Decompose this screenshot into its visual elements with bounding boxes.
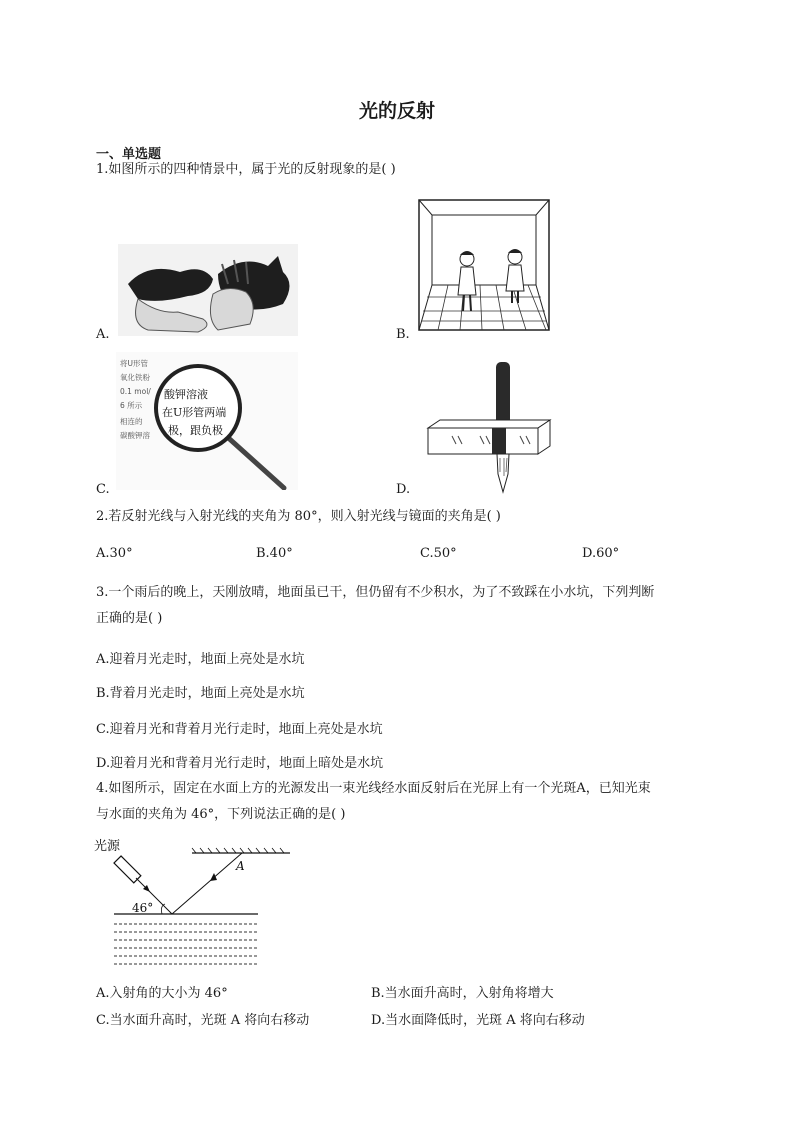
question-2-option-a: A.30° <box>96 546 133 561</box>
figure-c-text-9: 极，跟负极 <box>168 424 223 437</box>
question-3-option-c: C.迎着月光和背着月光行走时，地面上亮处是水坑 <box>96 722 383 737</box>
figure-c-text-4: 6 所示 <box>120 401 143 410</box>
figure-c-text-5: 相连的 <box>120 417 143 426</box>
question-2-option-b: B.40° <box>256 546 293 561</box>
light-source-label: 光源 <box>94 839 121 854</box>
question-3-option-d: D.迎着月光和背着月光行走时，地面上暗处是水坑 <box>96 756 384 771</box>
figure-c-text-6: 碳酸钾溶 <box>120 431 150 440</box>
figure-b-mirror-room <box>418 199 550 331</box>
question-3-stem-line-1: 3.一个雨后的晚上，天刚放晴，地面虽已干，但仍留有不少积水，为了不致踩在小水坑，下列判断 <box>96 585 655 600</box>
figure-c-magnifier <box>116 352 298 490</box>
question-1-stem: 1.如图所示的四种情景中，属于光的反射现象的是( ) <box>96 162 396 177</box>
question-4-stem-line-2: 与水面的夹角为 46°，下列说法正确的是( ) <box>96 807 346 822</box>
question-4-option-c: C.当水面升高时，光斑 A 将向右移动 <box>96 1013 310 1028</box>
figure-c-text-2: 氧化铁粉 <box>120 373 150 382</box>
question-2-stem: 2.若反射光线与入射光线的夹角为 80°，则入射光线与镜面的夹角是( ) <box>96 509 501 524</box>
question-4-stem-line-1: 4.如图所示，固定在水面上方的光源发出一束光线经水面反射后在光屏上有一个光斑A，已知光束 <box>96 781 651 796</box>
spot-a-label: A <box>236 859 245 873</box>
question-2-option-c: C.50° <box>420 546 457 561</box>
question-2-option-d: D.60° <box>582 546 620 561</box>
question-4-option-b: B.当水面升高时，入射角将增大 <box>371 986 554 1001</box>
figure-c-text-7: 酸钾溶液 <box>164 388 208 401</box>
figure-d-pencil-glass <box>424 358 552 496</box>
figure-c-text-8: 在U形管两端 <box>162 406 227 419</box>
figure-c-text-3: 0.1 mol/ <box>120 387 151 396</box>
question-3-stem-line-2: 正确的是( ) <box>96 611 163 626</box>
figure-a-hand-shadow <box>118 244 298 336</box>
figure-c-text-1: 将U形管 <box>120 359 148 368</box>
section-heading: 一、单选题 <box>96 147 162 162</box>
figure-b-label: B. <box>396 327 410 342</box>
question-3-option-b: B.背着月光走时，地面上亮处是水坑 <box>96 686 305 701</box>
angle-label: 46° <box>132 901 154 915</box>
question-4-reflection-diagram <box>92 834 296 970</box>
figure-a-label: A. <box>96 327 110 342</box>
question-3-option-a: A.迎着月光走时，地面上亮处是水坑 <box>96 652 305 667</box>
page-title: 光的反射 <box>358 100 435 122</box>
figure-d-label: D. <box>396 482 411 497</box>
question-4-option-a: A.入射角的大小为 46° <box>96 986 228 1001</box>
figure-c-label: C. <box>96 482 110 497</box>
question-4-option-d: D.当水面降低时，光斑 A 将向右移动 <box>371 1013 585 1028</box>
